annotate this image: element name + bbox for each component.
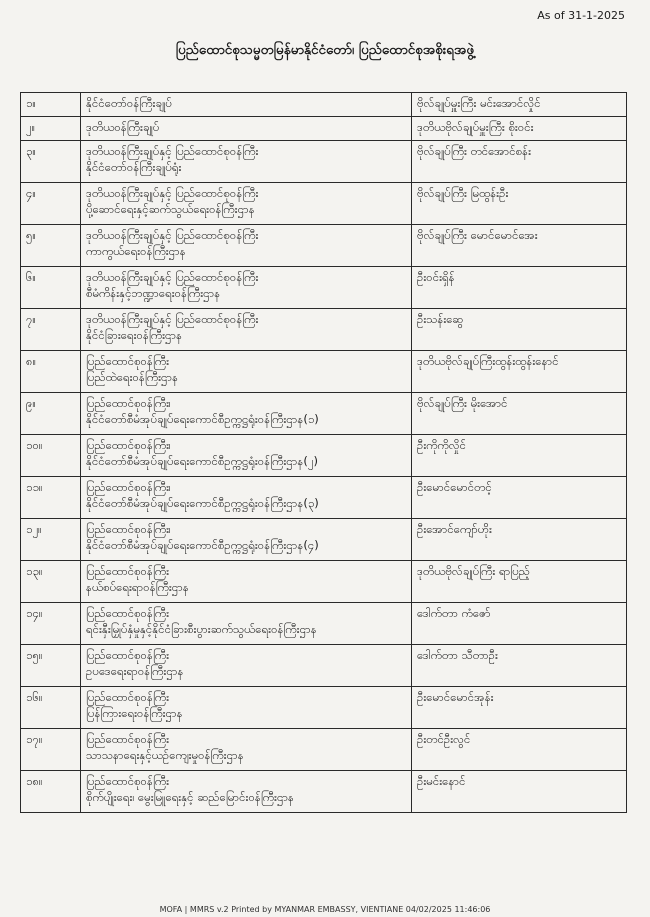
table-row [21,93,627,117]
official-name: ဦးသန်းဆွေ [412,309,627,351]
row-number: ၁၈။ [21,771,81,813]
row-number: ၁၅။ [21,645,81,687]
official-name: ဦးမောင်မောင်တင့် [412,477,627,519]
position-line: ဒုတိယဝန်ကြီးချုပ်နှင့် ပြည်ထောင်စုဝန်ကြီး [86,144,259,158]
position-cell [81,519,412,561]
position-line: ပြည်ထောင်စုဝန်ကြီး [86,648,170,662]
position-line: နိုင်ငံတော်စီမံအုပ်ချုပ်ရေးကောင်စီဥက္ကဋ္ဌရုံးဝန်ကြီးဌာန(၂) [86,454,318,468]
row-number: ၁၄။ [21,603,81,645]
position-line: ပြည်ထောင်စုဝန်ကြီး [86,354,170,368]
position-line: ပြည်ထောင်စုဝန်ကြီး [86,732,170,746]
position-line: ဒုတိယဝန်ကြီးချုပ်နှင့် ပြည်ထောင်စုဝန်ကြီး [86,270,259,284]
position-cell [81,267,412,309]
table-row [21,645,627,687]
table-row [21,267,627,309]
table-row [21,435,627,477]
row-number: ၁။ [21,93,81,117]
table-row [21,183,627,225]
position-cell [81,561,412,603]
position-line: ပြည်ထဲရေးဝန်ကြီးဌာန [86,370,179,384]
row-number: ၂။ [21,117,81,141]
position-line: ဒုတိယဝန်ကြီးချုပ်နှင့် ပြည်ထောင်စုဝန်ကြီး [86,186,259,200]
cabinet-table [20,92,627,813]
page-title: ပြည်ထောင်စုသမ္မတမြန်မာနိုင်ငံတော်၊ ပြည်ထောင်စုအစိုးရအဖွဲ့ [175,42,475,58]
official-name: ဦးဝင်းရှိန် [412,267,627,309]
position-cell [81,183,412,225]
table-row [21,309,627,351]
position-line: ပို့ဆောင်ရေးနှင့်ဆက်သွယ်ရေးဝန်ကြီးဌာန [86,202,255,216]
position-cell [81,351,412,393]
print-footer: MOFA | MMRS v.2 Printed by MYANMAR EMBASSY, VIENTIANE 04/02/2025 11:46:06 [159,905,491,914]
position-line: ပြည်ထောင်စုဝန်ကြီး၊ [86,480,171,494]
row-number: ၁၇။ [21,729,81,771]
position-line: နိုင်ငံတော်စီမံအုပ်ချုပ်ရေးကောင်စီဥက္ကဋ္ဌရုံးဝန်ကြီးဌာန(၄) [86,538,319,552]
row-number: ၃။ [21,141,81,183]
official-name: ဒေါက်တာ ကံဇော် [412,603,627,645]
table-row [21,687,627,729]
position-line: နယ်စပ်ရေးရာဝန်ကြီးဌာန [86,580,189,594]
official-name: ဒုတိယဗိုလ်ချုပ်ကြီးထွန်းထွန်းနောင် [412,351,627,393]
table-row [21,225,627,267]
row-number: ၁၃။ [21,561,81,603]
position-cell [81,603,412,645]
position-cell [81,393,412,435]
official-name: ဦးတင်ဦးလွင် [412,729,627,771]
row-number: ၆။ [21,267,81,309]
official-name: ဗိုလ်ချုပ်ကြီး မိုးအောင် [412,393,627,435]
position-line: စိုက်ပျိုးရေး၊ မွေးမြူရေးနှင့် ဆည်မြောင်းဝန်ကြီးဌာန [86,790,295,804]
official-name: ဗိုလ်ချုပ်မှူးကြီး မင်းအောင်လှိုင် [412,93,627,117]
table-row [21,141,627,183]
position-line: ပြည်ထောင်စုဝန်ကြီး [86,774,170,788]
position-line: ဒုတိယဝန်ကြီးချုပ်နှင့် ပြည်ထောင်စုဝန်ကြီး [86,228,259,242]
table-row [21,729,627,771]
position-line: နိုင်ငံတော်ဝန်ကြီးချုပ် [86,96,172,110]
official-name: ဒုတိယဗိုလ်ချုပ်မှူးကြီး စိုးဝင်း [412,117,627,141]
table-row [21,603,627,645]
row-number: ၄။ [21,183,81,225]
row-number: ၁၀။ [21,435,81,477]
official-name: ဗိုလ်ချုပ်ကြီး တင်အောင်စန်း [412,141,627,183]
position-line: ပြည်ထောင်စုဝန်ကြီး [86,690,170,704]
position-line: ဒုတိယဝန်ကြီးချုပ် [86,120,160,134]
position-line: ဥပဒေရေးရာဝန်ကြီးဌာန [86,664,184,678]
as-of-date: As of 31-1-2025 [537,9,625,22]
position-cell [81,435,412,477]
table-row [21,393,627,435]
position-cell [81,687,412,729]
table-row [21,771,627,813]
official-name: ဗိုလ်ချုပ်ကြီး မောင်မောင်အေး [412,225,627,267]
official-name: ဒေါက်တာ သီတာဦး [412,645,627,687]
table-row [21,351,627,393]
table-row [21,117,627,141]
official-name: ဦးမောင်မောင်အုန်း [412,687,627,729]
row-number: ၈။ [21,351,81,393]
official-name: ဗိုလ်ချုပ်ကြီး မြထွန်းဦး [412,183,627,225]
position-cell [81,729,412,771]
position-cell [81,117,412,141]
position-cell [81,645,412,687]
position-line: ရင်းနှီးမြှုပ်နှံမှုနှင့်နိုင်ငံခြားစီးပွားဆက်သွယ်ရေးဝန်ကြီးဌာန [86,622,317,636]
position-cell [81,309,412,351]
position-line: ပြန်ကြားရေးဝန်ကြီးဌာန [86,706,183,720]
position-line: နိုင်ငံတော်စီမံအုပ်ချုပ်ရေးကောင်စီဥက္ကဋ္ဌရုံးဝန်ကြီးဌာန(၃) [86,496,319,510]
position-cell [81,477,412,519]
official-name: ဦးကိုကိုလှိုင် [412,435,627,477]
row-number: ၉။ [21,393,81,435]
position-line: နိုင်ငံတော်ဝန်ကြီးချုပ်ရုံး [86,160,182,174]
position-cell [81,93,412,117]
position-cell [81,225,412,267]
position-line: ပြည်ထောင်စုဝန်ကြီး၊ [86,438,171,452]
position-line: ပြည်ထောင်စုဝန်ကြီး [86,564,170,578]
position-line: ဒုတိယဝန်ကြီးချုပ်နှင့် ပြည်ထောင်စုဝန်ကြီး [86,312,259,326]
row-number: ၇။ [21,309,81,351]
position-line: ပြည်ထောင်စုဝန်ကြီး၊ [86,396,171,410]
row-number: ၅။ [21,225,81,267]
position-line: ပြည်ထောင်စုဝန်ကြီး၊ [86,522,171,536]
position-line: ကာကွယ်ရေးဝန်ကြီးဌာန [86,244,186,258]
official-name: ဦးအောင်ကျော်ဟိုး [412,519,627,561]
table-row [21,477,627,519]
row-number: ၁၁။ [21,477,81,519]
position-line: နိုင်ငံတော်စီမံအုပ်ချုပ်ရေးကောင်စီဥက္ကဋ္ဌရုံးဝန်ကြီးဌာန(၁) [86,412,319,426]
position-line: စီမံကိန်းနှင့်ဘဏ္ဍာရေးဝန်ကြီးဌာန [86,286,221,300]
position-cell [81,771,412,813]
official-name: ဦးမင်းနောင် [412,771,627,813]
table-row [21,519,627,561]
row-number: ၁၆။ [21,687,81,729]
position-line: နိုင်ငံခြားရေးဝန်ကြီးဌာန [86,328,183,342]
position-line: ပြည်ထောင်စုဝန်ကြီး [86,606,170,620]
official-name: ဒုတိယဗိုလ်ချုပ်ကြီး ရာပြည့် [412,561,627,603]
position-line: သာသနာရေးနှင့်ယဉ်ကျေးမှုဝန်ကြီးဌာန [86,748,244,762]
row-number: ၁၂။ [21,519,81,561]
position-cell [81,141,412,183]
table-row [21,561,627,603]
